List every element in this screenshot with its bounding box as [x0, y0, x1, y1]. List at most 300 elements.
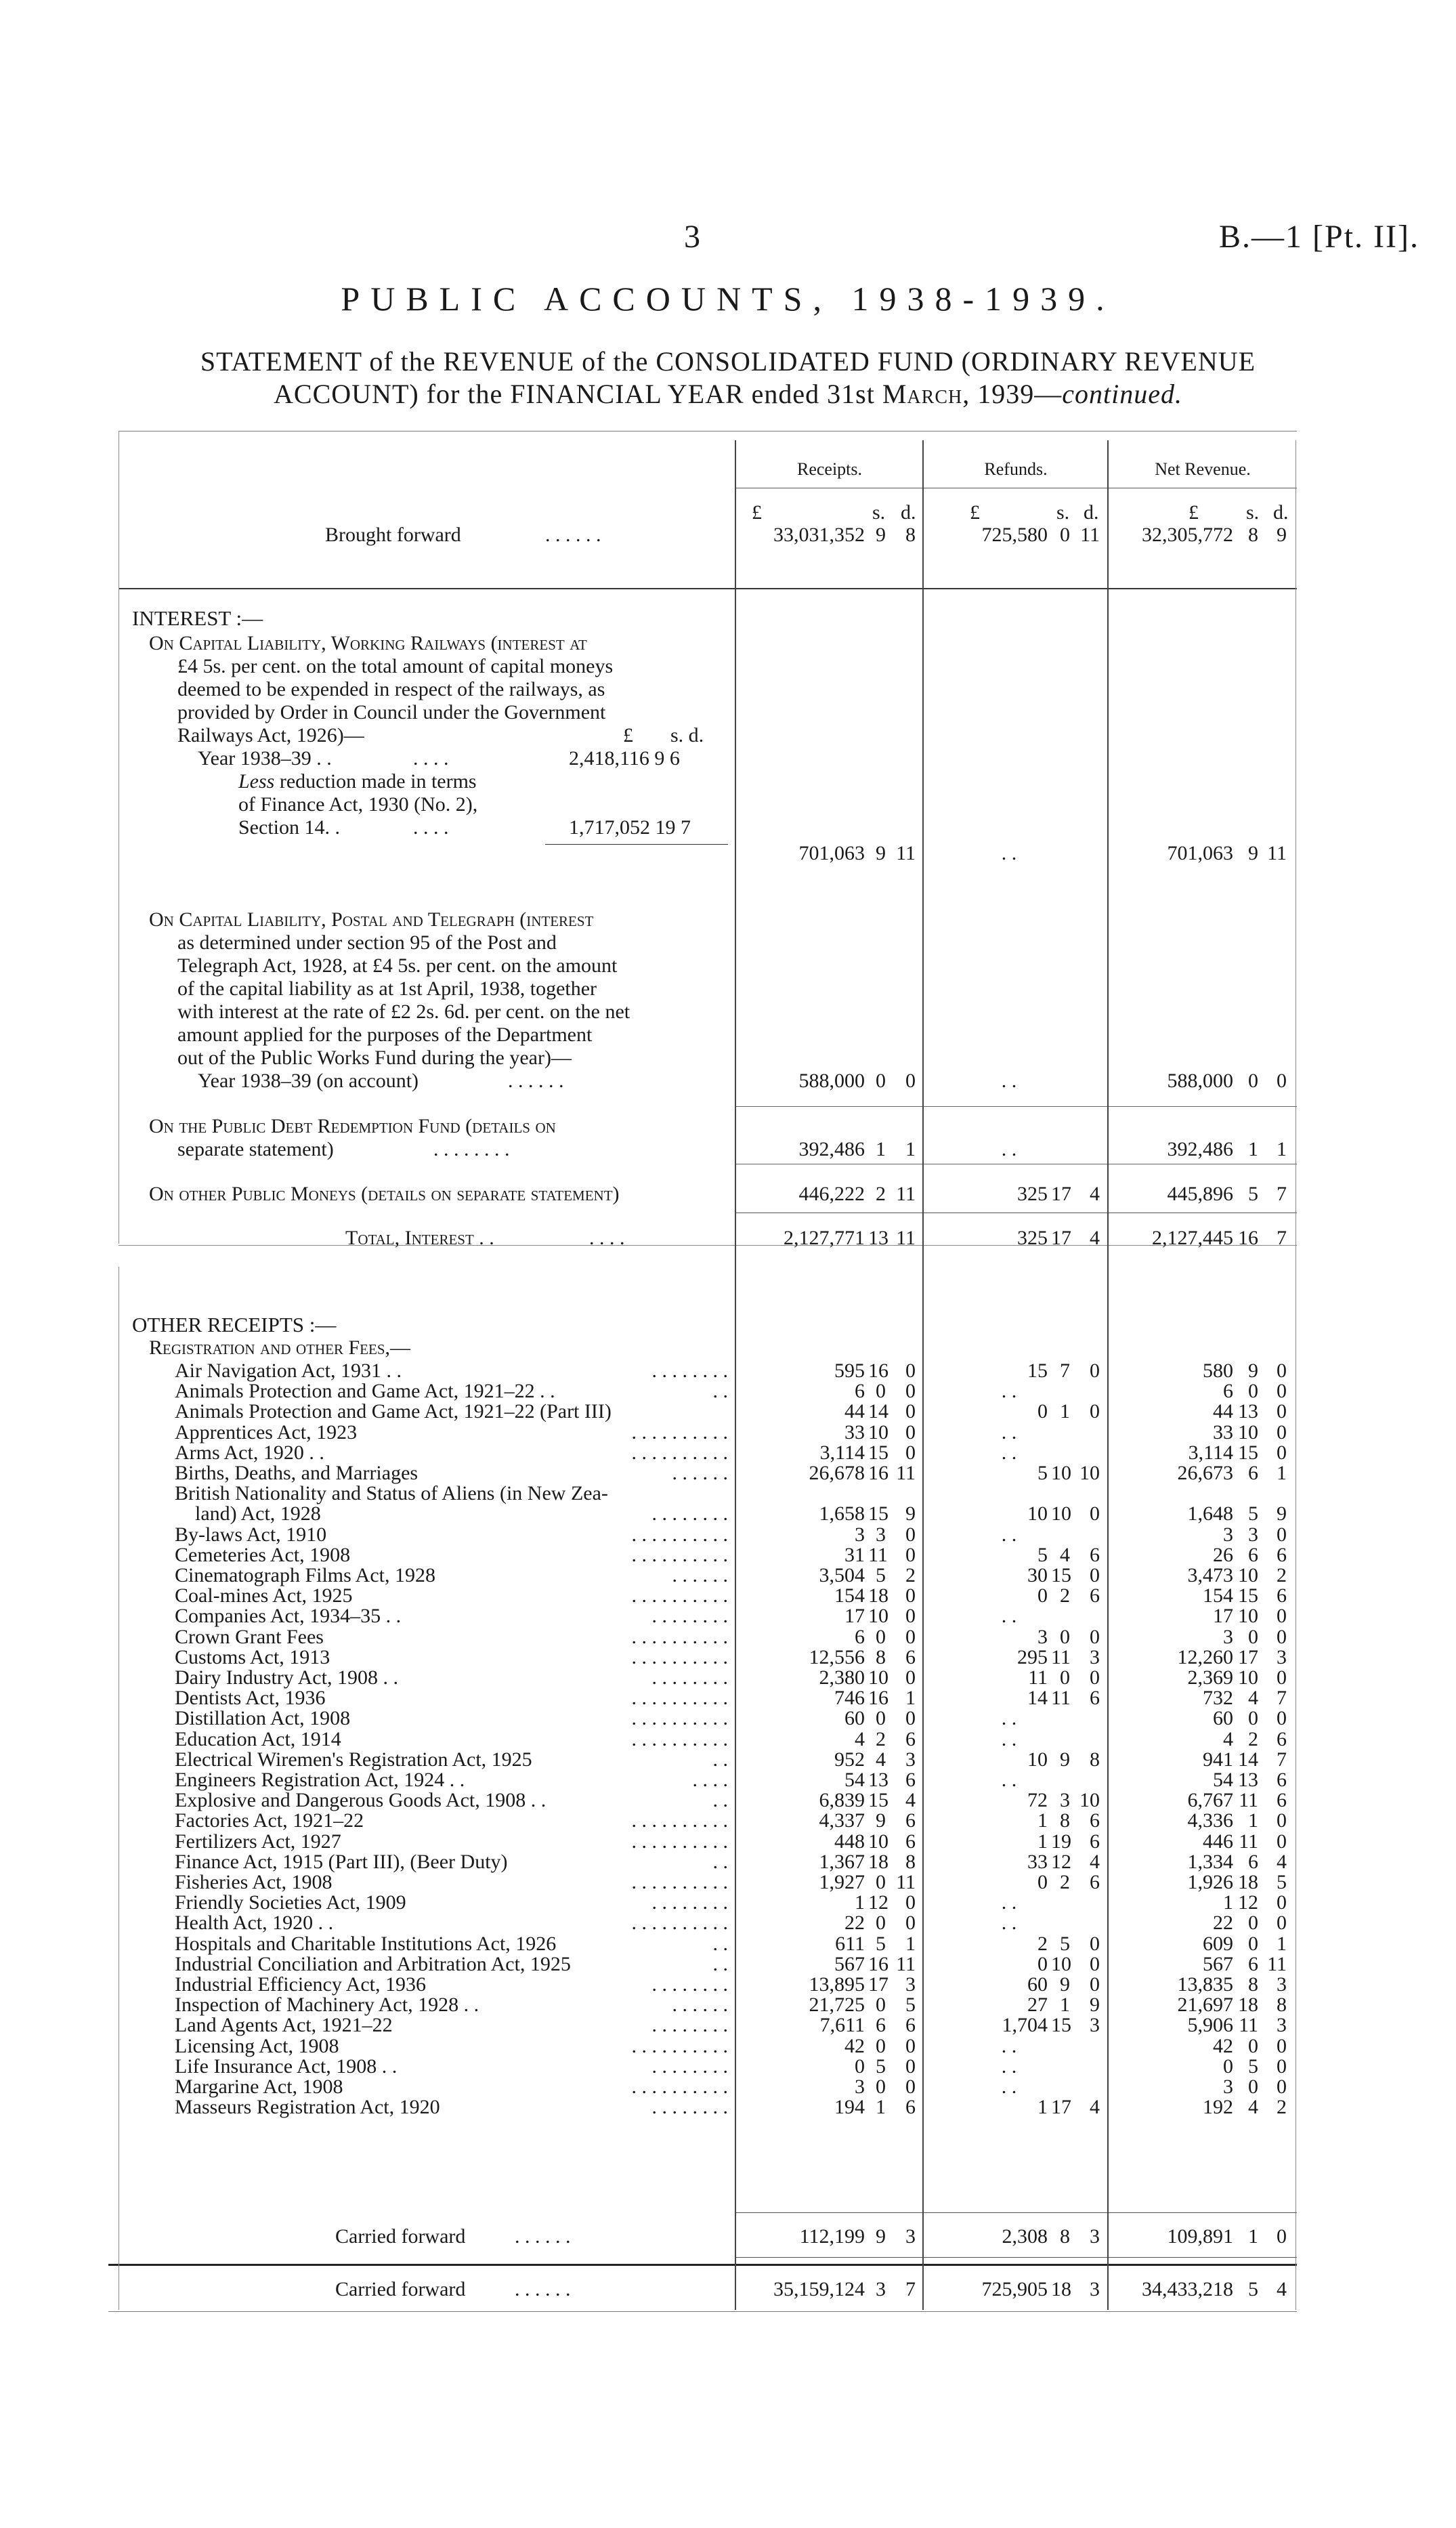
- receipts-shillings: 16: [868, 1687, 888, 1709]
- net-revenue-shillings: 2: [1248, 1728, 1258, 1750]
- receipts-pounds: 3: [855, 1523, 865, 1546]
- net-revenue-pounds: 6: [1223, 1380, 1233, 1402]
- net-revenue-pounds: 3,114: [1188, 1441, 1233, 1464]
- receipts-shillings: 3: [876, 1523, 886, 1546]
- net-revenue-pence: 8: [1277, 1994, 1287, 2016]
- net-revenue-shillings: 9: [1248, 1360, 1258, 1382]
- refunds-pounds: 0: [1037, 1584, 1048, 1607]
- receipts-pence: 0: [905, 1421, 916, 1444]
- receipts-shillings: 13: [868, 1769, 888, 1791]
- row-label: Births, Deaths, and Marriages: [175, 1462, 419, 1484]
- row-label: British Nationality and Status of Aliens (in New Zea-: [175, 1482, 608, 1504]
- dot-leader: . . . . . . . . . .: [631, 1523, 728, 1546]
- receipts-shillings: 6: [876, 2014, 886, 2036]
- row-label: Health Act, 1920 . .: [175, 1912, 334, 1934]
- net-revenue-shillings: 4: [1248, 2096, 1258, 2118]
- row-label: Coal-mines Act, 1925: [175, 1584, 353, 1607]
- net-revenue-pence: 2: [1277, 1564, 1287, 1586]
- receipts-shillings: 0: [876, 1994, 886, 2016]
- row-label: Industrial Efficiency Act, 1936: [175, 1973, 427, 1996]
- refunds-pounds: 0: [1037, 1953, 1048, 1975]
- statement-title-line1: STATEMENT of the REVENUE of the CONSOLIDATED FUND (ORDINARY REVENUE: [200, 346, 1256, 377]
- dot-leader: . . . . . . . . . .: [631, 1584, 728, 1607]
- dot-leader: . .: [712, 1380, 728, 1402]
- dot-leader: . . . . . . . .: [651, 1360, 728, 1382]
- refunds-shillings: 5: [1060, 1933, 1070, 1955]
- net-revenue-pounds: 3,473: [1187, 1564, 1233, 1586]
- refunds-nil: . .: [1001, 1380, 1017, 1402]
- row-label: Companies Act, 1934–35 . .: [175, 1605, 402, 1627]
- receipts-pounds: 4,337: [819, 1809, 865, 1832]
- receipts-shillings: 0: [876, 2035, 886, 2057]
- receipts-pounds: 7,611: [819, 2014, 865, 2036]
- refunds-shillings: 11: [1051, 1687, 1071, 1709]
- refunds-nil: . .: [1001, 2055, 1017, 2078]
- receipts-pounds: 1,367: [819, 1851, 865, 1873]
- receipts-shillings: 15: [868, 1441, 888, 1464]
- receipts-pounds: 44: [844, 1400, 865, 1423]
- refunds-shillings: 9: [1060, 1748, 1070, 1771]
- dot-leader: . . . . . . . . . .: [631, 2035, 728, 2057]
- receipts-pence: 0: [905, 1584, 916, 1607]
- refunds-shillings: 10: [1051, 1953, 1071, 1975]
- refunds-pounds: 27: [1027, 1994, 1048, 2016]
- net-revenue-pence: 3: [1277, 1973, 1287, 1996]
- net-revenue-pence: 0: [1277, 1891, 1287, 1914]
- dot-leader: . .: [712, 1851, 728, 1873]
- dot-leader: . . . . . . . . . .: [631, 1687, 728, 1709]
- refunds-shillings: 0: [1060, 1666, 1070, 1689]
- receipts-pence: 0: [905, 1441, 916, 1464]
- refunds-pence: 4: [1090, 2096, 1100, 2118]
- net-revenue-pounds: 446: [1203, 1830, 1233, 1853]
- net-revenue-pounds: 4: [1223, 1728, 1233, 1750]
- receipts-pounds: 1,658: [819, 1502, 865, 1525]
- receipts-pence: 0: [905, 2035, 916, 2057]
- net-revenue-pounds: 1: [1223, 1891, 1233, 1914]
- dot-leader: . . . . . . . . . .: [631, 1871, 728, 1893]
- net-revenue-shillings: 11: [1239, 1789, 1258, 1811]
- net-revenue-pence: 0: [1277, 1626, 1287, 1648]
- receipts-shillings: 16: [868, 1953, 888, 1975]
- net-revenue-pounds: 3: [1223, 1523, 1233, 1546]
- net-revenue-pounds: 22: [1213, 1912, 1233, 1934]
- receipts-pounds: 746: [834, 1687, 865, 1709]
- row-label: Crown Grant Fees: [175, 1626, 324, 1648]
- dot-leader: . . . . . . . .: [651, 1605, 728, 1627]
- net-revenue-shillings: 0: [1248, 1707, 1258, 1729]
- net-revenue-pounds: 26: [1213, 1544, 1233, 1566]
- refunds-pence: 0: [1090, 1400, 1100, 1423]
- receipts-shillings: 14: [868, 1400, 888, 1423]
- net-revenue-pence: 0: [1277, 1360, 1287, 1382]
- net-revenue-shillings: 6: [1248, 1851, 1258, 1873]
- receipts-pence: 3: [905, 1973, 916, 1996]
- net-revenue-pounds: 5,906: [1187, 2014, 1233, 2036]
- receipts-pence: 6: [905, 1769, 916, 1791]
- refunds-shillings: 10: [1051, 1502, 1071, 1525]
- net-revenue-pence: 11: [1267, 1953, 1287, 1975]
- receipts-pence: 1: [905, 1933, 916, 1955]
- refunds-pounds: 11: [1028, 1666, 1048, 1689]
- net-revenue-pounds: 26,673: [1177, 1462, 1233, 1484]
- receipts-shillings: 0: [876, 1707, 886, 1729]
- net-revenue-pounds: 1,648: [1187, 1502, 1233, 1525]
- refunds-nil: . .: [1001, 1605, 1017, 1627]
- row-label: land) Act, 1928: [195, 1502, 321, 1525]
- receipts-pounds: 6: [855, 1626, 865, 1648]
- refunds-pence: 0: [1090, 1502, 1100, 1525]
- net-revenue-shillings: 3: [1248, 1523, 1258, 1546]
- receipts-shillings: 18: [868, 1584, 888, 1607]
- net-revenue-shillings: 10: [1238, 1605, 1258, 1627]
- net-revenue-pounds: 0: [1223, 2055, 1233, 2078]
- dot-leader: . . . . . . . .: [651, 2014, 728, 2036]
- row-label: Animals Protection and Game Act, 1921–22 (Part III): [175, 1400, 612, 1423]
- refunds-pence: 0: [1090, 1360, 1100, 1382]
- row-label: Masseurs Registration Act, 1920: [175, 2096, 440, 2118]
- net-revenue-pounds: 4,336: [1187, 1809, 1233, 1832]
- dot-leader: . . . . . . . . . .: [631, 1441, 728, 1464]
- receipts-shillings: 9: [876, 1809, 886, 1832]
- refunds-shillings: 1: [1060, 1400, 1070, 1423]
- receipts-shillings: 0: [876, 1380, 886, 1402]
- receipts-pence: 4: [905, 1789, 916, 1811]
- receipts-pounds: 17: [844, 1605, 865, 1627]
- refunds-pounds: 60: [1027, 1973, 1048, 1996]
- net-revenue-pence: 0: [1277, 1380, 1287, 1402]
- receipts-pence: 11: [896, 1871, 916, 1893]
- row-label: Hospitals and Charitable Institutions Act, 1926: [175, 1933, 557, 1955]
- column-header-refunds: Refunds.: [984, 459, 1048, 479]
- refunds-pounds: 0: [1037, 1871, 1048, 1893]
- receipts-pence: 0: [905, 2076, 916, 2098]
- row-label: Fertilizers Act, 1927: [175, 1830, 341, 1853]
- refunds-nil: . .: [1001, 1707, 1017, 1729]
- receipts-shillings: 18: [868, 1851, 888, 1873]
- receipts-pence: 0: [905, 1544, 916, 1566]
- refunds-pence: 10: [1079, 1462, 1100, 1484]
- receipts-pence: 2: [905, 1564, 916, 1586]
- refunds-shillings: 19: [1051, 1830, 1071, 1853]
- net-revenue-pounds: 42: [1213, 2035, 1233, 2057]
- net-revenue-pence: 6: [1277, 1584, 1287, 1607]
- refunds-shillings: 7: [1060, 1360, 1070, 1382]
- net-revenue-pounds: 54: [1213, 1769, 1233, 1791]
- receipts-pounds: 54: [844, 1769, 865, 1791]
- receipts-pounds: 1: [855, 1891, 865, 1914]
- refunds-pounds: 5: [1037, 1462, 1048, 1484]
- dot-leader: . . . . . .: [672, 1462, 728, 1484]
- receipts-shillings: 8: [876, 1646, 886, 1668]
- receipts-shillings: 0: [876, 2076, 886, 2098]
- net-revenue-shillings: 6: [1248, 1953, 1258, 1975]
- receipts-pounds: 33: [844, 1421, 865, 1444]
- receipts-pounds: 3,504: [819, 1564, 865, 1586]
- page-title: PUBLIC ACCOUNTS, 1938-1939.: [341, 280, 1115, 318]
- receipts-pounds: 154: [834, 1584, 865, 1607]
- refunds-shillings: 9: [1060, 1973, 1070, 1996]
- net-revenue-pounds: 2,369: [1187, 1666, 1233, 1689]
- receipts-pounds: 26,678: [809, 1462, 865, 1484]
- row-label: Cinematograph Films Act, 1928: [175, 1564, 435, 1586]
- net-revenue-pence: 1: [1277, 1462, 1287, 1484]
- receipts-shillings: 15: [868, 1789, 888, 1811]
- receipts-pence: 0: [905, 1626, 916, 1648]
- refunds-pence: 0: [1090, 1953, 1100, 1975]
- receipts-pence: 0: [905, 1912, 916, 1934]
- refunds-nil: . .: [1001, 1523, 1017, 1546]
- receipts-shillings: 5: [876, 2055, 886, 2078]
- refunds-pounds: 1: [1037, 1830, 1048, 1853]
- refunds-nil: . .: [1001, 2035, 1017, 2057]
- row-label: Licensing Act, 1908: [175, 2035, 339, 2057]
- receipts-shillings: 12: [868, 1891, 888, 1914]
- dot-leader: . .: [712, 1933, 728, 1955]
- net-revenue-pounds: 1,334: [1187, 1851, 1233, 1873]
- refunds-pence: 6: [1090, 1830, 1100, 1853]
- net-revenue-shillings: 5: [1248, 1502, 1258, 1525]
- receipts-pounds: 2,380: [819, 1666, 865, 1689]
- refunds-pounds: 1: [1037, 1809, 1048, 1832]
- refunds-shillings: 17: [1051, 2096, 1071, 2118]
- net-revenue-pence: 9: [1277, 1502, 1287, 1525]
- net-revenue-shillings: 11: [1239, 1830, 1258, 1853]
- dot-leader: . . . . . . . . . .: [631, 1544, 728, 1566]
- dot-leader: . . . .: [692, 1769, 728, 1791]
- receipts-pence: 3: [905, 1748, 916, 1771]
- receipts-pence: 6: [905, 2014, 916, 2036]
- row-label: Finance Act, 1915 (Part III), (Beer Duty): [175, 1851, 508, 1873]
- row-label: Industrial Conciliation and Arbitration Act, 1925: [175, 1953, 571, 1975]
- net-revenue-shillings: 4: [1248, 1687, 1258, 1709]
- interest-heading: INTEREST :—: [132, 606, 263, 630]
- refunds-pence: 3: [1090, 1646, 1100, 1668]
- net-revenue-pence: 0: [1277, 1441, 1287, 1464]
- net-revenue-shillings: 15: [1238, 1441, 1258, 1464]
- net-revenue-shillings: 5: [1248, 2055, 1258, 2078]
- refunds-shillings: 10: [1051, 1462, 1071, 1484]
- receipts-pounds: 22: [844, 1912, 865, 1934]
- receipts-pence: 0: [905, 1360, 916, 1382]
- dot-leader: . . . . . . . .: [651, 2055, 728, 2078]
- net-revenue-shillings: 10: [1238, 1666, 1258, 1689]
- net-revenue-shillings: 1: [1248, 1809, 1258, 1832]
- receipts-shillings: 5: [876, 1933, 886, 1955]
- refunds-pence: 8: [1090, 1748, 1100, 1771]
- refunds-pence: 6: [1090, 1871, 1100, 1893]
- net-revenue-pence: 0: [1277, 1707, 1287, 1729]
- page-number: 3: [684, 219, 700, 255]
- receipts-pounds: 611: [835, 1933, 865, 1955]
- row-label: Explosive and Dangerous Goods Act, 1908 . .: [175, 1789, 547, 1811]
- net-revenue-pence: 7: [1277, 1687, 1287, 1709]
- refunds-pence: 0: [1090, 1564, 1100, 1586]
- row-label: Inspection of Machinery Act, 1928 . .: [175, 1994, 479, 2016]
- row-label: Fisheries Act, 1908: [175, 1871, 333, 1893]
- net-revenue-shillings: 17: [1238, 1646, 1258, 1668]
- receipts-pence: 6: [905, 1646, 916, 1668]
- refunds-shillings: 15: [1051, 2014, 1071, 2036]
- net-revenue-pence: 3: [1277, 2014, 1287, 2036]
- receipts-pounds: 3,114: [819, 1441, 865, 1464]
- refunds-pence: 9: [1090, 1994, 1100, 2016]
- receipts-pounds: 6,839: [819, 1789, 865, 1811]
- net-revenue-pence: 0: [1277, 1666, 1287, 1689]
- net-revenue-pounds: 567: [1203, 1953, 1233, 1975]
- net-revenue-shillings: 0: [1248, 2076, 1258, 2098]
- net-revenue-pence: 0: [1277, 2055, 1287, 2078]
- refunds-nil: . .: [1001, 1769, 1017, 1791]
- receipts-shillings: 10: [868, 1421, 888, 1444]
- refunds-shillings: 4: [1060, 1544, 1070, 1566]
- net-revenue-shillings: 13: [1238, 1400, 1258, 1423]
- receipts-shillings: 0: [876, 1871, 886, 1893]
- net-revenue-pounds: 17: [1213, 1605, 1233, 1627]
- dot-leader: . . . . . . . .: [651, 1891, 728, 1914]
- receipts-shillings: 0: [876, 1626, 886, 1648]
- dot-leader: . . . . . . . . . .: [631, 1809, 728, 1832]
- row-label: Electrical Wiremen's Registration Act, 1925: [175, 1748, 532, 1771]
- refunds-nil: . .: [1001, 1728, 1017, 1750]
- net-revenue-pence: 6: [1277, 1789, 1287, 1811]
- refunds-pence: 10: [1079, 1789, 1100, 1811]
- receipts-shillings: 10: [868, 1666, 888, 1689]
- receipts-pounds: 1,927: [819, 1871, 865, 1893]
- refunds-pence: 6: [1090, 1687, 1100, 1709]
- net-revenue-pounds: 60: [1213, 1707, 1233, 1729]
- receipts-shillings: 16: [868, 1360, 888, 1382]
- refunds-pence: 0: [1090, 1933, 1100, 1955]
- refunds-nil: . .: [1001, 1912, 1017, 1934]
- dot-leader: . . . . . . . . . .: [631, 2076, 728, 2098]
- net-revenue-pence: 5: [1277, 1871, 1287, 1893]
- dot-leader: . . . . . . . . . .: [631, 1912, 728, 1934]
- receipts-shillings: 4: [876, 1748, 886, 1771]
- net-revenue-pounds: 609: [1203, 1933, 1233, 1955]
- refunds-pence: 6: [1090, 1809, 1100, 1832]
- net-revenue-shillings: 18: [1238, 1994, 1258, 2016]
- receipts-pence: 6: [905, 1728, 916, 1750]
- receipts-shillings: 2: [876, 1728, 886, 1750]
- net-revenue-shillings: 15: [1238, 1584, 1258, 1607]
- net-revenue-shillings: 14: [1238, 1748, 1258, 1771]
- net-revenue-shillings: 0: [1248, 2035, 1258, 2057]
- row-label: Dairy Industry Act, 1908 . .: [175, 1666, 398, 1689]
- receipts-shillings: 10: [868, 1830, 888, 1853]
- net-revenue-shillings: 10: [1238, 1564, 1258, 1586]
- receipts-pounds: 21,725: [809, 1994, 865, 2016]
- refunds-shillings: 1: [1060, 1994, 1070, 2016]
- net-revenue-pounds: 12,260: [1177, 1646, 1233, 1668]
- receipts-pounds: 952: [834, 1748, 865, 1771]
- refunds-pounds: 2: [1037, 1933, 1048, 1955]
- row-label: Life Insurance Act, 1908 . .: [175, 2055, 398, 2078]
- receipts-pounds: 194: [834, 2096, 865, 2118]
- registration-fees-subheading: Registration and other Fees,—: [149, 1336, 411, 1359]
- refunds-shillings: 8: [1060, 1809, 1070, 1832]
- dot-leader: . . . . . .: [672, 1564, 728, 1586]
- net-revenue-shillings: 0: [1248, 1626, 1258, 1648]
- net-revenue-pounds: 1,926: [1187, 1871, 1233, 1893]
- column-header-net-revenue: Net Revenue.: [1155, 459, 1251, 479]
- net-revenue-pence: 7: [1277, 1748, 1287, 1771]
- receipts-pounds: 0: [855, 2055, 865, 2078]
- receipts-shillings: 15: [868, 1502, 888, 1525]
- receipts-pence: 11: [896, 1953, 916, 1975]
- receipts-pence: 0: [905, 1380, 916, 1402]
- receipts-pounds: 4: [855, 1728, 865, 1750]
- receipts-pounds: 3: [855, 2076, 865, 2098]
- refunds-shillings: 15: [1051, 1564, 1071, 1586]
- net-revenue-pence: 0: [1277, 1809, 1287, 1832]
- receipts-shillings: 16: [868, 1462, 888, 1484]
- row-label: By-laws Act, 1910: [175, 1523, 327, 1546]
- row-label: Margarine Act, 1908: [175, 2076, 343, 2098]
- net-revenue-pence: 0: [1277, 2035, 1287, 2057]
- refunds-pounds: 14: [1027, 1687, 1048, 1709]
- refunds-pounds: 10: [1027, 1748, 1048, 1771]
- net-revenue-shillings: 10: [1238, 1421, 1258, 1444]
- receipts-pence: 0: [905, 1707, 916, 1729]
- net-revenue-pounds: 192: [1203, 2096, 1233, 2118]
- receipts-shillings: 17: [868, 1973, 888, 1996]
- statement-title-line2: ACCOUNT) for the FINANCIAL YEAR ended 31st March, 1939—continued.: [274, 379, 1182, 409]
- net-revenue-shillings: 0: [1248, 1380, 1258, 1402]
- dot-leader: . . . . . .: [672, 1994, 728, 2016]
- net-revenue-pence: 0: [1277, 1912, 1287, 1934]
- refunds-pence: 6: [1090, 1584, 1100, 1607]
- net-revenue-pounds: 732: [1203, 1687, 1233, 1709]
- net-revenue-pence: 4: [1277, 1851, 1287, 1873]
- dot-leader: . .: [712, 1789, 728, 1811]
- dot-leader: . . . . . . . . . .: [631, 1626, 728, 1648]
- refunds-pounds: 295: [1017, 1646, 1048, 1668]
- refunds-nil: . .: [1001, 2076, 1017, 2098]
- other-receipts-heading: OTHER RECEIPTS :—: [132, 1313, 337, 1336]
- net-revenue-shillings: 12: [1238, 1891, 1258, 1914]
- receipts-shillings: 5: [876, 1564, 886, 1586]
- receipts-pence: 6: [905, 2096, 916, 2118]
- receipts-pence: 0: [905, 2055, 916, 2078]
- refunds-shillings: 2: [1060, 1871, 1070, 1893]
- receipts-pounds: 12,556: [809, 1646, 865, 1668]
- receipts-pounds: 567: [834, 1953, 865, 1975]
- row-label: Factories Act, 1921–22: [175, 1809, 364, 1832]
- refunds-shillings: 12: [1051, 1851, 1071, 1873]
- receipts-pence: 1: [905, 1687, 916, 1709]
- row-label: Education Act, 1914: [175, 1728, 341, 1750]
- net-revenue-pounds: 44: [1213, 1400, 1233, 1423]
- net-revenue-pounds: 13,835: [1177, 1973, 1233, 1996]
- refunds-pence: 0: [1090, 1626, 1100, 1648]
- refunds-shillings: 11: [1051, 1646, 1071, 1668]
- refunds-pence: 0: [1090, 1666, 1100, 1689]
- net-revenue-pence: 0: [1277, 1421, 1287, 1444]
- row-label: Air Navigation Act, 1931 . .: [175, 1360, 402, 1382]
- net-revenue-shillings: 6: [1248, 1462, 1258, 1484]
- net-revenue-pounds: 580: [1203, 1360, 1233, 1382]
- dot-leader: . . . . . . . . . .: [631, 1646, 728, 1668]
- receipts-pence: 0: [905, 1400, 916, 1423]
- refunds-pounds: 30: [1027, 1564, 1048, 1586]
- net-revenue-pence: 3: [1277, 1646, 1287, 1668]
- row-label: Apprentices Act, 1923: [175, 1421, 358, 1444]
- receipts-pounds: 6: [855, 1380, 865, 1402]
- row-label: Customs Act, 1913: [175, 1646, 330, 1668]
- row-label: Engineers Registration Act, 1924 . .: [175, 1769, 465, 1791]
- net-revenue-pounds: 3: [1223, 2076, 1233, 2098]
